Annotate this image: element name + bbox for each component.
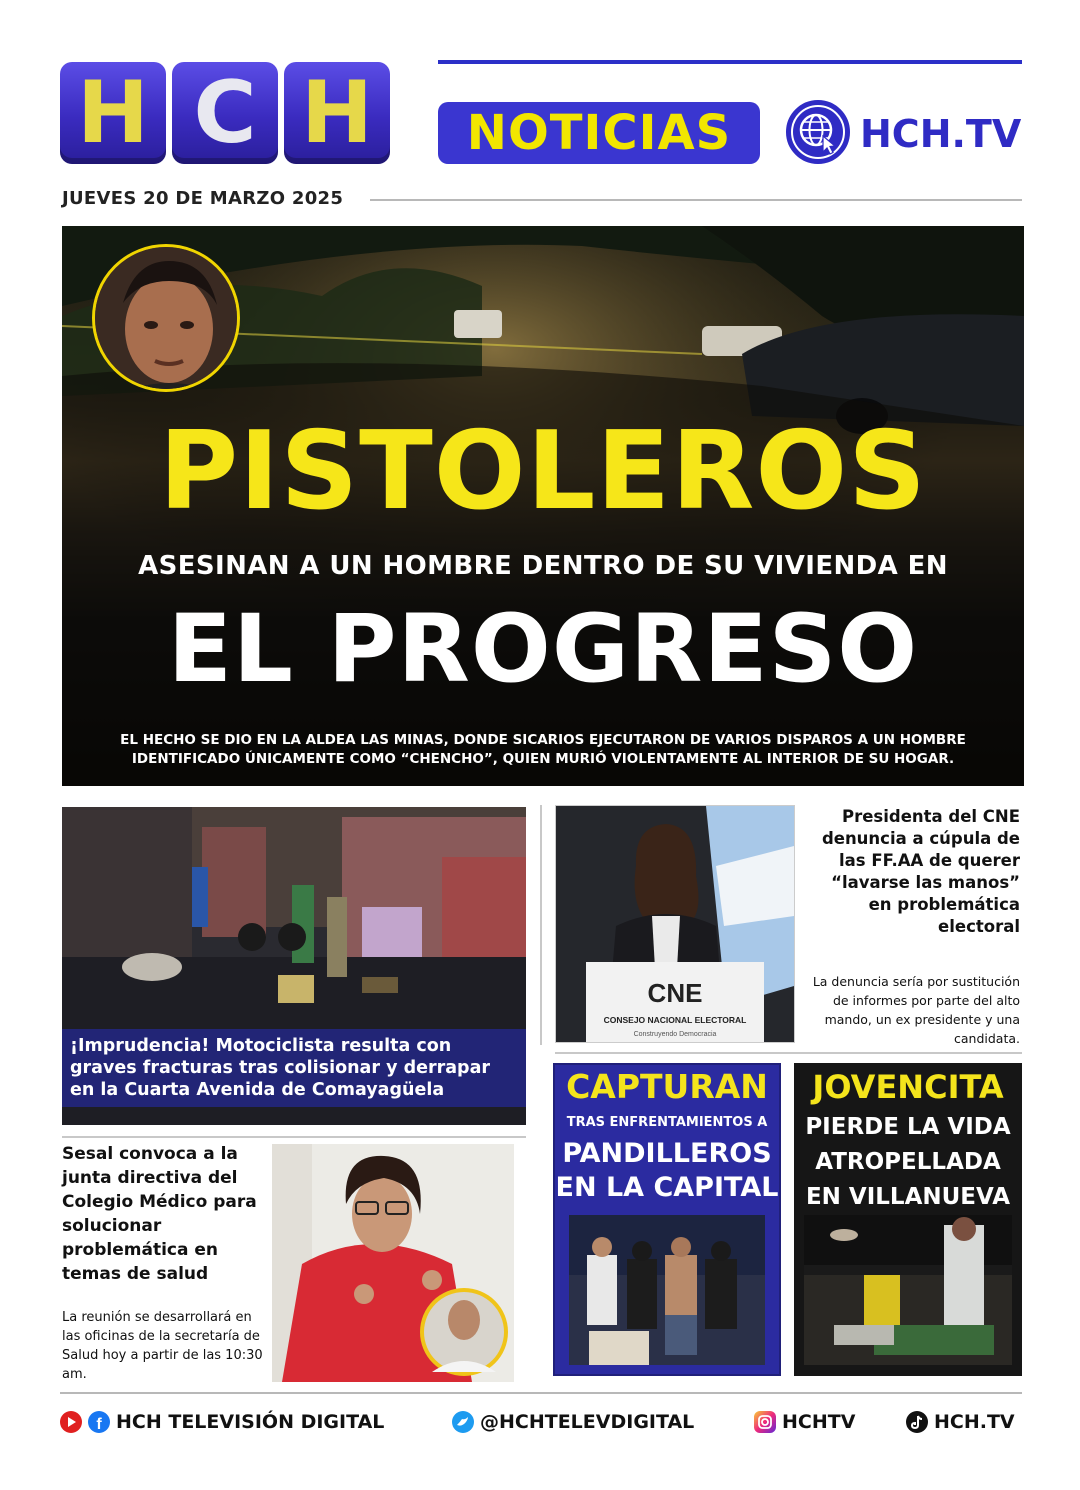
tiktok-handle: HCH.TV xyxy=(934,1411,1015,1433)
motorcycle-story-caption[interactable]: ¡Imprudencia! Motociclista resulta con graves fracturas tras colisionar y derrapar en la Cuarta Avenida de Comayagüela xyxy=(62,1029,526,1107)
gang-arrest-photo xyxy=(569,1215,765,1365)
cne-podium-tagline: Construyendo Democracia xyxy=(633,1031,717,1038)
column-divider xyxy=(540,805,542,1045)
hero-subhead: ASESINAN A UN HOMBRE DENTRO DE SU VIVIENDA EN xyxy=(138,551,948,581)
cne-podium-logo: CNE xyxy=(647,978,703,1008)
logo-letter: H xyxy=(60,62,166,164)
hero-place: EL PROGRESO xyxy=(167,595,919,704)
instagram-handle: HCHTV xyxy=(782,1411,856,1433)
section-rule xyxy=(555,1052,1022,1054)
footer-rule xyxy=(60,1392,1022,1394)
date-rule xyxy=(370,199,1022,201)
footer-youtube-facebook[interactable] xyxy=(60,1404,384,1440)
hch-logo[interactable] xyxy=(60,62,390,164)
traffic-accident-photo xyxy=(804,1215,1012,1365)
sesal-story-headline[interactable]: Sesal convoca a la junta directiva del Colegio Médico para solucionar problemática en temas de salud xyxy=(62,1144,257,1284)
jovencita-subtitle: PIERDE LA VIDA ATROPELLADA EN VILLANUEVA xyxy=(805,1114,1011,1210)
cne-president-photo xyxy=(555,805,795,1043)
social-footer xyxy=(60,1404,1022,1440)
capturan-subtitle: TRAS ENFRENTAMIENTOS A xyxy=(566,1115,768,1130)
sesal-story-body: La reunión se desarrollará en las oficinas de la secretaría de Salud hoy a partir de las 10:30 am. xyxy=(62,1310,263,1382)
cne-story-headline[interactable]: Presidenta del CNE denuncia a cúpula de las FF.AA de querer “lavarse las manos” en problemática electoral xyxy=(821,807,1020,936)
header-rule xyxy=(438,60,1022,64)
section-rule xyxy=(62,1136,526,1138)
footer-instagram[interactable] xyxy=(754,1404,855,1440)
twitter-icon xyxy=(452,1411,474,1433)
instagram-icon xyxy=(754,1411,776,1433)
jovencita-title: JOVENCITA xyxy=(812,1068,1004,1106)
footer-channel-label: HCH TELEVISIÓN DIGITAL xyxy=(116,1411,385,1433)
capturan-title: CAPTURAN xyxy=(566,1067,768,1106)
cne-story-body: La denuncia sería por sustitución de informes por parte del alto mando, un ex presidente y una candidata. xyxy=(812,974,1020,1046)
tiktok-icon xyxy=(906,1411,928,1433)
logo-letter: C xyxy=(172,62,278,164)
health-minister-photo xyxy=(272,1144,514,1382)
hero-kicker: PISTOLEROS xyxy=(159,409,927,534)
twitter-handle: @HCHTELEVDIGITAL xyxy=(480,1411,695,1433)
issue-date: JUEVES 20 DE MARZO 2025 xyxy=(62,188,344,209)
section-badge: NOTICIAS xyxy=(438,102,760,164)
cne-podium-name: CONSEJO NACIONAL ELECTORAL xyxy=(603,1015,747,1025)
victim-portrait xyxy=(92,244,240,392)
hero-lede: EL HECHO SE DIO EN LA ALDEA LAS MINAS, DONDE SICARIOS EJECUTARON DE VARIOS DISPAROS A UN HOMBRE IDENTIFICADO ÚNICAMENTE COMO “CHENCHO”, QUIEN MURIÓ VIOLENTAMENTE AL INTERIOR DE SU HOGAR. xyxy=(120,732,966,767)
svg-text:f: f xyxy=(96,1416,102,1433)
globe-cursor-icon xyxy=(786,100,850,164)
capturan-target: PANDILLEROS EN LA CAPITAL xyxy=(555,1138,779,1203)
site-link[interactable]: HCH.TV xyxy=(860,112,1022,156)
facebook-icon xyxy=(88,1411,110,1433)
logo-letter: H xyxy=(284,62,390,164)
youtube-icon xyxy=(60,1411,82,1433)
footer-twitter[interactable] xyxy=(452,1404,694,1440)
footer-tiktok[interactable] xyxy=(906,1404,1015,1440)
